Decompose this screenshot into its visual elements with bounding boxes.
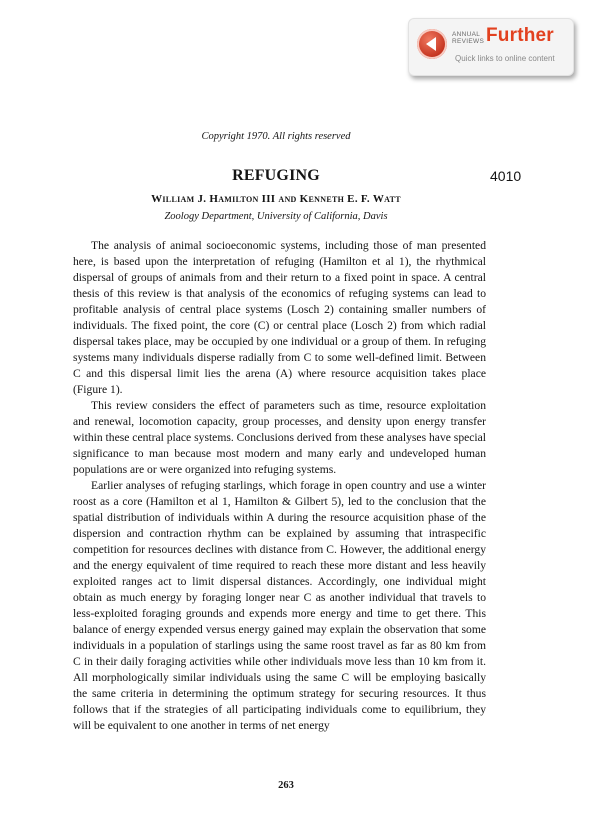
article-code: 4010 <box>490 168 522 184</box>
body-paragraph: This review considers the effect of parameters such as time, resource exploitation and renewal, locomotion capacity, group processes, and density upon energy transfer within these central place systems. Conclusions derived from these analyses have special significance to man because most modern and many early and undeveloped human populations are or were organized into refuging systems. <box>73 399 486 476</box>
article-title: REFUGING <box>232 167 320 184</box>
further-banner[interactable] <box>408 18 574 76</box>
affiliation-line: Zoology Department, University of California, Davis <box>164 211 388 222</box>
page-number: 263 <box>278 780 294 791</box>
author-line: William J. Hamilton III and Kenneth E. F. Watt <box>151 193 401 205</box>
body-paragraph: Earlier analyses of refuging starlings, which forage in open country and use a winter roost as a core (Hamilton et al 1, Hamilton & Gilbert 5), led to the conclusion that the spatial distribution of individuals within A during the resource acquisition phase of the dispersion and contraction rhythm can be explained by assuming that intraspecific competition for resources declines with distance from C. However, the additional energy and the energy equivalent of time required to reach these more distant and less heavily exploited ranges act to limit dispersal distances. Accordingly, one individual might obtain as much energy by foraging longer near C as another individual that travels to less-exploited foraging grounds and expends more energy and time to get there. This balance of energy expended versus energy gained may explain the observation that some individuals in a population of starlings using the same roost travel as far as 80 km from C in their daily foraging activities while other individuals move less than 10 km from it. All morphologically similar individuals using the same C will be employing basically the same criteria in determining the optimum strategy for securing resources. It thus follows that if the strategies of all participating individuals come to equilibrium, they will be equivalent to one another in terms of net energy <box>73 479 486 732</box>
annual-reviews-logo: ANNUAL REVIEWS <box>452 31 485 45</box>
banner-subtitle: Quick links to online content <box>455 54 555 63</box>
copyright-line: Copyright 1970. All rights reserved <box>201 131 351 142</box>
article-body <box>73 238 486 734</box>
body-paragraph: The analysis of animal socioeconomic systems, including those of man presented here, is based upon the interpretation of refuging (Hamilton et al 1), the rhythmical dispersal of groups of animals from and their return to a fixed point in space. A central thesis of this review is that analysis of the economics of refuging systems can lead to profitable analysis of central place systems (Losch 2) containing smaller numbers of individuals. The fixed point, the core (C) or central place (Losch 2) from which radial dispersal takes place, may be occupied by one individual or a group of them. In refuging systems many individuals disperse radially from C to some well-defined limit. Between C and this dispersal limit lies the arena (A) where resource acquisition takes place (Figure 1). <box>73 239 486 396</box>
further-label: Further <box>486 25 554 46</box>
play-back-icon <box>417 29 447 59</box>
